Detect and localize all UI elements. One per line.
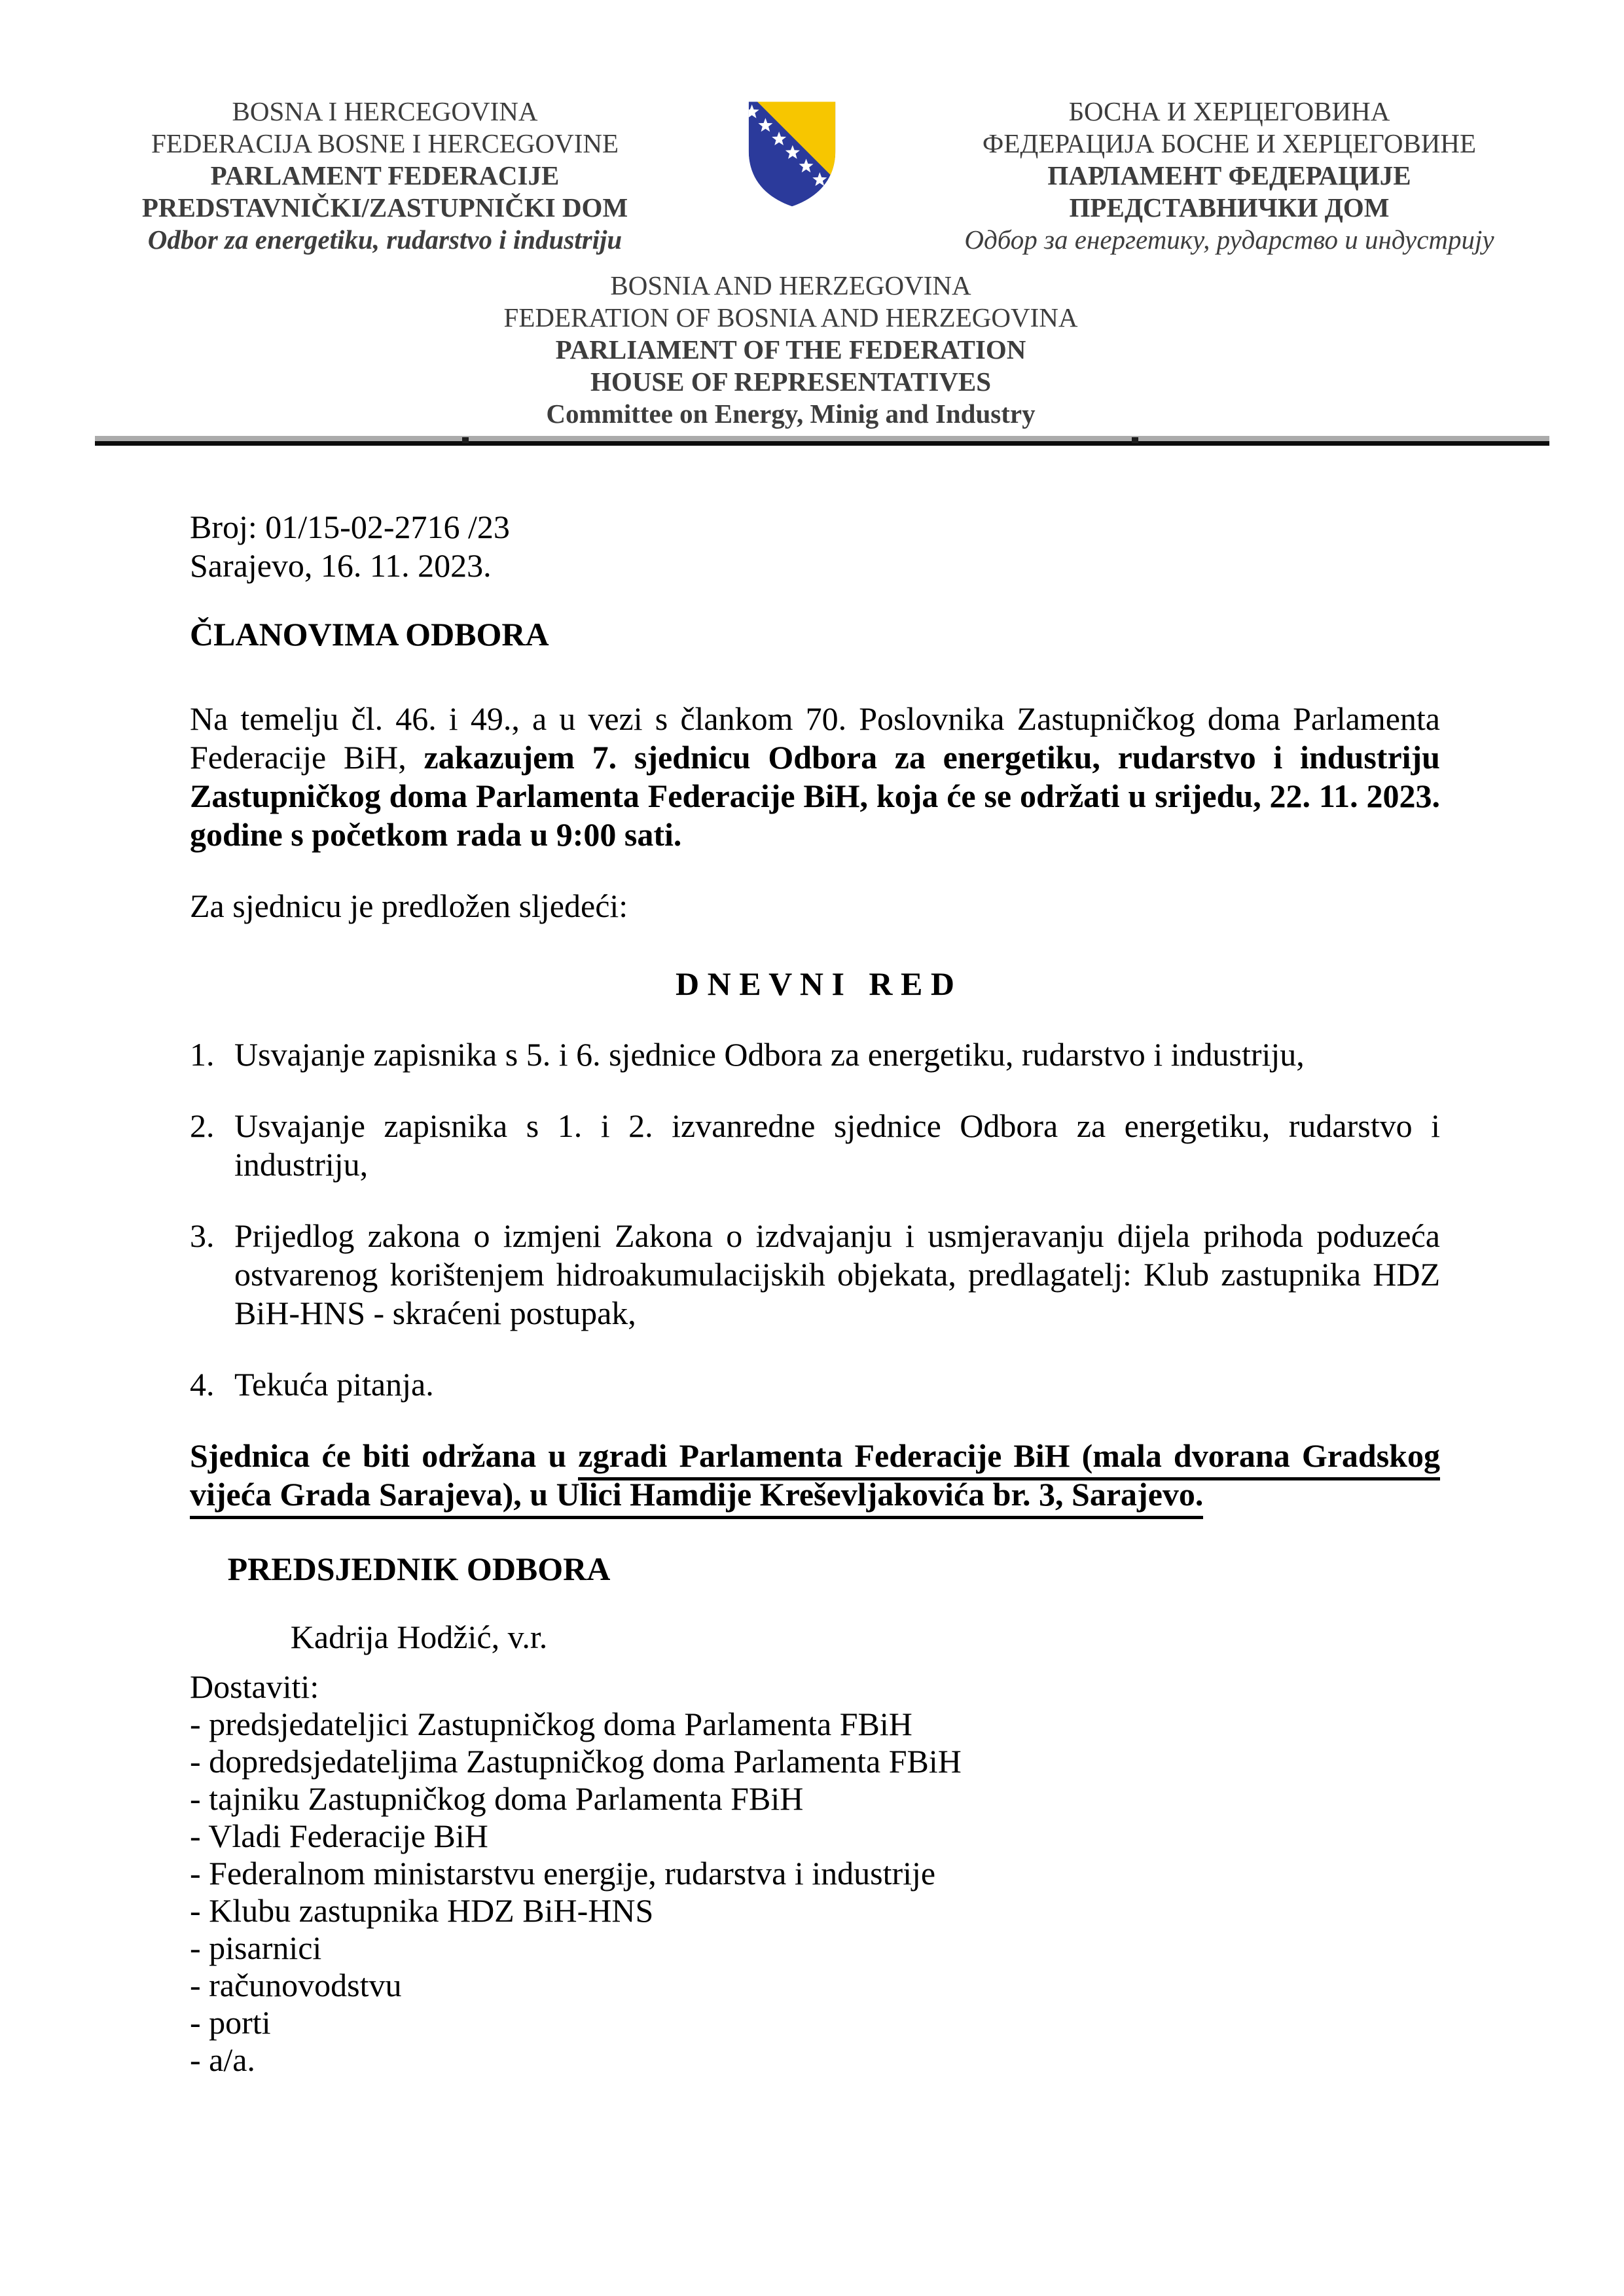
- letterhead-committee-name: Committee on Energy, Minig and Industry: [546, 399, 1036, 429]
- agenda-item: [190, 1365, 1440, 1404]
- agenda-item-number: 4.: [190, 1366, 215, 1403]
- signature-block: [190, 1550, 648, 1657]
- addressee: ČLANOVIMA ODBORA: [190, 616, 549, 653]
- distribution-item: - računovodstvu: [190, 1967, 402, 2003]
- letterhead-line: PREDSTAVNIČKI/ZASTUPNIČKI DOM: [141, 192, 628, 223]
- agenda-item-text: Usvajanje zapisnika s 5. i 6. sjednice Odbora za energetiku, rudarstvo i industriju,: [234, 1036, 1305, 1073]
- proposal-line: Za sjednicu je predložen sljedeći:: [190, 888, 628, 924]
- agenda-item: [190, 1107, 1440, 1184]
- signature-name: Kadrija Hodžić, v.r.: [290, 1619, 548, 1655]
- distribution-item: - porti: [190, 2004, 271, 2041]
- agenda-item-number: 2.: [190, 1107, 215, 1144]
- distribution-item: - pisarnici: [190, 1929, 322, 1966]
- place-date: Sarajevo, 16. 11. 2023.: [190, 547, 492, 584]
- reference-number: Broj: 01/15-02-2716 /23: [190, 509, 510, 545]
- letterhead-line: PARLIAMENT OF THE FEDERATION: [555, 334, 1026, 365]
- distribution-item: - tajniku Zastupničkog doma Parlamenta FBiH: [190, 1780, 804, 1817]
- document-body: [190, 508, 1440, 2079]
- coat-of-arms-icon: [734, 94, 850, 214]
- agenda-title: D N E V N I R E D: [675, 965, 954, 1002]
- agenda-item: [190, 1035, 1440, 1074]
- letterhead-line: PARLAMENT FEDERACIJE: [210, 160, 560, 190]
- agenda-item-text: Prijedlog zakona o izmjeni Zakona o izdvajanju i usmjeravanju dijela prihoda poduzeća ostvarenog korištenjem hidroakumulacijskih objekata, predlagatelj: Klub zastupnika HDZ BiH-HNS - skraćeni postupak,: [234, 1217, 1440, 1331]
- agenda-item-number: 1.: [190, 1036, 215, 1073]
- letterhead-committee-name: Одбор за енергетику, рударство и индустрију: [964, 224, 1494, 255]
- letterhead-english: [504, 270, 1078, 430]
- intro-bold-text: zakazujem 7. sjednicu Odbora za energetiku, rudarstvo i industriju Zastupničkog doma Parlamenta Federacije BiH, koja će se održati u srijedu, 22. 11. 2023. godine s početkom rada u 9:00 sati.: [190, 739, 1440, 853]
- location-underlined-text: zgradi Parlamenta Federacije BiH (mala dvorana Gradskog vijeća Grada Sarajeva), u Ulici Hamdije Kreševljakovića br. 3, Sarajevo.: [190, 1437, 1440, 1519]
- location-normal-text: Sjednica će biti održana u: [190, 1437, 579, 1474]
- letterhead-line: FEDERACIJA BOSNE I HERCEGOVINE: [151, 128, 619, 158]
- distribution-block: [190, 1668, 1440, 2079]
- distribution-item: - predsjedateljici Zastupničkog doma Parlamenta FBiH: [190, 1706, 912, 1742]
- agenda-item-text: Usvajanje zapisnika s 1. i 2. izvanredne sjednice Odbora za energetiku, rudarstvo i industriju,: [234, 1107, 1440, 1183]
- letterhead-bosnian: [142, 96, 628, 256]
- agenda-item: [190, 1217, 1440, 1333]
- distribution-item: - Vladi Federacije BiH: [190, 1818, 488, 1854]
- letterhead-committee-name: Odbor za energetiku, rudarstvo i industriju: [147, 224, 623, 255]
- signature-title: PREDSJEDNIK ODBORA: [227, 1551, 611, 1587]
- intro-normal-text: Na temelju čl. 46. i 49., a u vezi s člankom 70. Poslovnika Zastupničkog doma Parlamenta Federacije BiH,: [190, 700, 1440, 776]
- letterhead-line: ПРЕДСТАВНИЧКИ ДОМ: [1069, 192, 1390, 223]
- distribution-item: - a/a.: [190, 2041, 255, 2078]
- letterhead-line: БОСНА И ХЕРЦЕГОВИНА: [1068, 96, 1390, 126]
- rule-artifact-tick: [1132, 437, 1138, 443]
- letterhead-line: FEDERATION OF BOSNIA AND HERZEGOVINA: [503, 302, 1078, 332]
- letterhead-line: ПАРЛАМЕНТ ФЕДЕРАЦИЈЕ: [1047, 160, 1411, 190]
- intro-paragraph: [190, 700, 1440, 854]
- divider-rule-gray: [95, 436, 1549, 441]
- letterhead-line: BOSNA I HERCEGOVINA: [232, 96, 538, 126]
- agenda-item-text: Tekuća pitanja.: [234, 1366, 434, 1403]
- divider-rule-black: [95, 441, 1549, 446]
- letterhead-line: HOUSE OF REPRESENTATIVES: [590, 367, 992, 397]
- distribution-label: Dostaviti:: [190, 1668, 319, 1705]
- distribution-item: - Federalnom ministarstvu energije, rudarstva i industrije: [190, 1855, 936, 1892]
- letterhead-cyrillic: [964, 96, 1494, 256]
- agenda-item-number: 3.: [190, 1217, 215, 1254]
- letterhead-line: BOSNIA AND HERZEGOVINA: [610, 270, 971, 300]
- location-paragraph: [190, 1437, 1440, 1514]
- agenda-list: [190, 1035, 1440, 1404]
- rule-artifact-tick: [462, 437, 469, 443]
- distribution-item: - dopredsjedateljima Zastupničkog doma Parlamenta FBiH: [190, 1743, 962, 1780]
- distribution-item: - Klubu zastupnika HDZ BiH-HNS: [190, 1892, 654, 1929]
- letterhead-line: ФЕДЕРАЦИЈА БОСНЕ И ХЕРЦЕГОВИНЕ: [982, 128, 1477, 158]
- divider-rule: [95, 436, 1549, 446]
